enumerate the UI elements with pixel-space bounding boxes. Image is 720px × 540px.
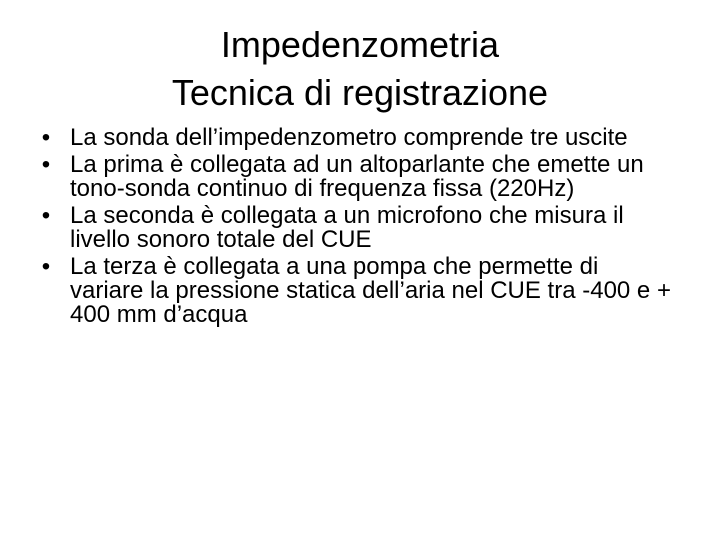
slide-title — [0, 21, 720, 117]
bullet-item-1 — [36, 126, 676, 150]
bullet-icon: • — [41, 202, 51, 229]
bullet-text-4: La terza è collegata a una pompa che permette di variare la pressione statica dell’aria nel CUE tra -400 e + 400 mm d’acqua — [70, 253, 671, 328]
bullet-item-4 — [36, 255, 676, 327]
bullet-text-3: La seconda è collegata a un microfono che misura il livello sonoro totale del CUE — [70, 202, 624, 253]
bullet-list — [36, 126, 676, 330]
bullet-icon: • — [41, 124, 51, 151]
bullet-text-1: La sonda dell’impedenzometro comprende tre uscite — [70, 124, 628, 151]
title-line-2: Tecnica di registrazione — [171, 72, 549, 113]
bullet-item-3 — [36, 204, 676, 252]
title-line-1: Impedenzometria — [220, 24, 500, 65]
bullet-icon: • — [41, 151, 51, 178]
bullet-item-2 — [36, 153, 676, 201]
bullet-text-2: La prima è collegata ad un altoparlante che emette un tono-sonda continuo di frequenza fissa (220Hz) — [70, 151, 644, 202]
bullet-icon: • — [41, 253, 51, 280]
